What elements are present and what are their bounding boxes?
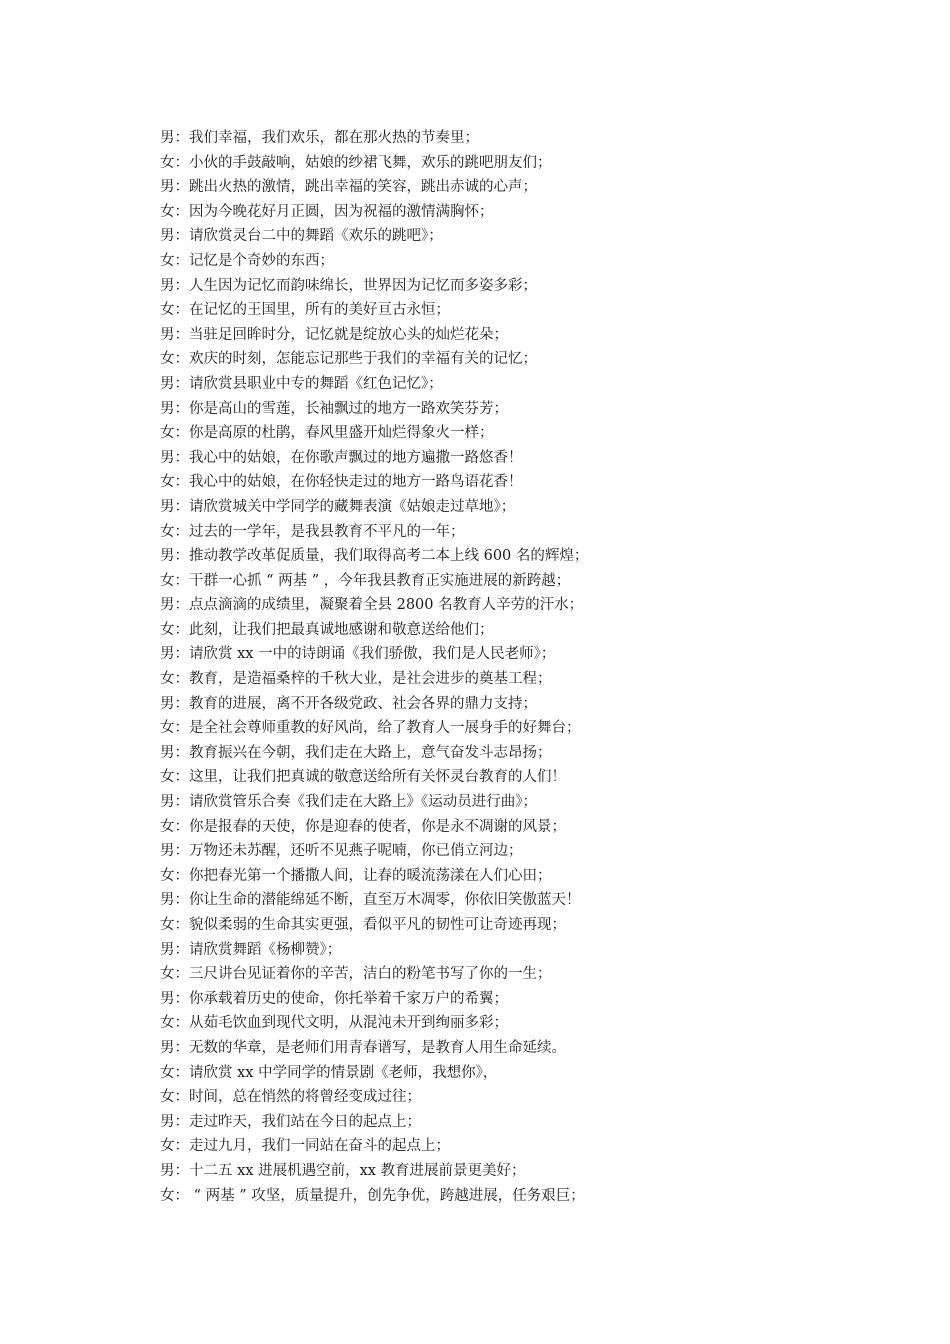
dialogue-line: 女：请欣赏 xx 中学同学的情景剧《老师，我想你》，: [160, 1064, 498, 1081]
dialogue-line: 女：过去的一学年，是我县教育不平凡的一年；: [160, 523, 465, 540]
dialogue-line: 女：你是报春的天使，你是迎春的使者，你是永不凋谢的风景；: [160, 818, 566, 835]
dialogue-line: 男：请欣赏城关中学同学的藏舞表演《姑娘走过草地》；: [160, 498, 516, 515]
dialogue-line: 女：走过九月，我们一同站在奋斗的起点上；: [160, 1138, 450, 1155]
dialogue-line: 女：此刻，让我们把最真诚地感谢和敬意送给他们；: [160, 621, 494, 638]
dialogue-line: 女：时间，总在悄然的将曾经变成过往；: [160, 1089, 421, 1106]
dialogue-line: 男：请欣赏舞蹈《杨柳赞》；: [160, 941, 342, 958]
dialogue-line: 女：三尺讲台见证着你的辛苦，洁白的粉笔书写了你的一生；: [160, 966, 552, 983]
dialogue-line: 女：貌似柔弱的生命其实更强，看似平凡的韧性可让奇迹再现；: [160, 917, 566, 933]
dialogue-line: 男：我心中的姑娘，在你歌声飘过的地方遍撒一路悠香！: [160, 449, 523, 466]
dialogue-line: 男：请欣赏 xx 一中的诗朗诵《我们骄傲，我们是人民老师》；: [160, 646, 556, 663]
dialogue-line: 女：在记忆的王国里，所有的美好亘古永恒；: [160, 302, 450, 319]
dialogue-line: 女：教育，是造福桑梓的千秋大业，是社会进步的奠基工程；: [160, 671, 552, 688]
dialogue-line: 女：记忆是个奇妙的东西；: [160, 252, 334, 269]
dialogue-line: 男：当驻足回眸时分，记忆就是绽放心头的灿烂花朵；: [160, 326, 508, 343]
dialogue-line: 女：从茹毛饮血到现代文明，从混沌未开到绚丽多彩；: [160, 1015, 508, 1032]
dialogue-line: 男：无数的华章，是老师们用青春谱写，是教育人用生命延续。: [160, 1039, 566, 1056]
dialogue-line: 男：请欣赏灵台二中的舞蹈《欢乐的跳吧》；: [160, 228, 443, 245]
dialogue-line: 女：小伙的手鼓敲响，姑娘的纱裙飞舞，欢乐的跳吧朋友们；: [160, 154, 552, 171]
dialogue-line: 男：走过昨天，我们站在今日的起点上；: [160, 1113, 421, 1130]
script-body: [160, 126, 860, 1208]
dialogue-line: 男：跳出火热的激情，跳出幸福的笑容，跳出赤诚的心声；: [160, 179, 537, 196]
dialogue-line: 男：你是高山的雪莲，长袖飘过的地方一路欢笑芬芳；: [160, 400, 508, 417]
dialogue-line: 女：你把春光第一个播撒人间，让春的暖流荡漾在人们心田；: [160, 867, 552, 884]
dialogue-line: 男：教育振兴在今朝，我们走在大路上，意气奋发斗志昂扬；: [160, 744, 552, 761]
dialogue-line: 男：我们幸福，我们欢乐，都在那火热的节奏里；: [160, 130, 479, 146]
dialogue-line: 男：教育的进展，离不开各级党政、社会各界的鼎力支持；: [160, 695, 537, 712]
dialogue-line: 男：万物还未苏醒，还听不见燕子呢喃，你已俏立河边；: [160, 843, 523, 860]
dialogue-line: 男：你让生命的潜能绵延不断，直至万木凋零，你依旧笑傲蓝天！: [160, 892, 581, 909]
dialogue-line: 男：十二五 xx 进展机遇空前，xx 教育进展前景更美好；: [160, 1162, 526, 1179]
dialogue-line: 男：请欣赏管乐合奏《我们走在大路上》《运动员进行曲》；: [160, 794, 537, 811]
dialogue-line: 男：点点滴滴的成绩里，凝聚着全县 2800 名教育人辛劳的汗水；: [160, 597, 584, 614]
dialogue-line: 男：推动教学改革促质量，我们取得高考二本上线 600 名的辉煌；: [160, 548, 589, 565]
dialogue-line: 女：这里，让我们把真诚的敬意送给所有关怀灵台教育的人们！: [160, 769, 566, 786]
dialogue-line: 男：人生因为记忆而韵味绵长，世界因为记忆而多姿多彩；: [160, 277, 537, 294]
dialogue-line: 女：干群一心抓 “ 两基 ” ，今年我县教育正实施进展的新跨越；: [160, 572, 571, 589]
dialogue-line: 男：请欣赏县职业中专的舞蹈《红色记忆》；: [160, 375, 443, 392]
dialogue-line: 女：欢庆的时刻，怎能忘记那些于我们的幸福有关的记忆；: [160, 351, 537, 368]
dialogue-line: 女：因为今晚花好月正圆，因为祝福的激情满胸怀；: [160, 203, 494, 220]
dialogue-line: 女：你是高原的杜鹃，春风里盛开灿烂得象火一样；: [160, 425, 494, 442]
dialogue-line: 男：你承载着历史的使命，你托举着千家万户的希翼；: [160, 990, 508, 1007]
dialogue-line: 女：我心中的姑娘，在你轻快走过的地方一路鸟语花香！: [160, 474, 523, 491]
dialogue-line: 女： “ 两基 ” 攻坚，质量提升，创先争优，跨越进展，任务艰巨；: [160, 1187, 585, 1204]
dialogue-line: 女：是全社会尊师重教的好风尚，给了教育人一展身手的好舞台；: [160, 720, 581, 737]
